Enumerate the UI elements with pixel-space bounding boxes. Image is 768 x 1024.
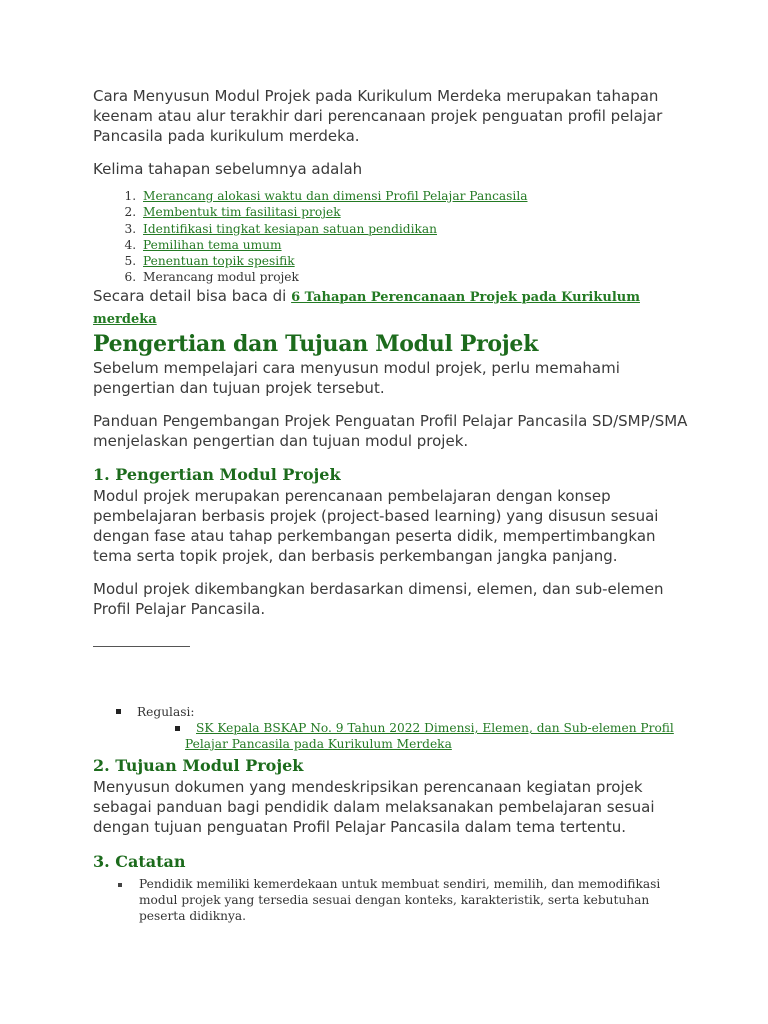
bullet-icon	[118, 883, 122, 887]
detail-line	[93, 286, 693, 330]
regulasi-label: Regulasi:	[137, 704, 195, 719]
list-item[interactable]	[93, 720, 693, 753]
detail-prefix: Secara detail bisa baca di	[93, 286, 292, 305]
bullet-icon	[116, 709, 121, 714]
document-page	[93, 86, 693, 925]
steps-lead-text: Kelima tahapan sebelumnya adalah	[93, 160, 363, 178]
list-item	[140, 269, 693, 285]
section-main-paragraph-1: Sebelum mempelajari cara menyusun modul projek, perlu memahami pengertian dan tujuan projek tersebut.	[93, 358, 620, 397]
regulasi-link[interactable]	[175, 720, 693, 753]
regulasi-link-line-2[interactable]: Pelajar Pancasila pada Kurikulum Merdeka	[185, 737, 452, 752]
regulasi-link-line-1[interactable]: SK Kepala BSKAP No. 9 Tahun 2022 Dimensi, Elemen, dan Sub-elemen Profil	[196, 721, 674, 736]
section-main-title: Pengertian dan Tujuan Modul Projek	[93, 330, 539, 357]
regulasi-list	[93, 704, 693, 753]
section-2-paragraph-1: Menyusun dokumen yang mendeskripsikan perencanaan kegiatan projek sebagai panduan bagi pendidik dalam melaksanakan pembelajaran sesuai dengan tujuan penguatan Profil Pelajar Pancasila dalam tema tertentu.	[93, 777, 655, 836]
step-link-4[interactable]: Pemilihan tema umum	[143, 237, 282, 252]
list-item[interactable]	[140, 221, 693, 237]
section-1-paragraph-2: Modul projek dikembangkan berdasarkan dimensi, elemen, dan sub-elemen Profil Pelajar Pancasila.	[93, 579, 664, 618]
section-1-title: 1. Pengertian Modul Projek	[93, 464, 341, 484]
section-1-paragraph-1: Modul projek merupakan perencanaan pembelajaran dengan konsep pembelajaran berbasis projek (project-based learning) yang disusun sesuai dengan fase atau tahap perkembangan peserta didik, mempertimbangkan tema serta topik projek, dan berbasis perkembangan jangka panjang.	[93, 486, 659, 565]
steps-list	[93, 188, 693, 286]
section-3-title: 3. Catatan	[93, 851, 186, 871]
list-item[interactable]	[140, 204, 693, 220]
bullet-icon	[175, 726, 180, 731]
step-link-3[interactable]: Identifikasi tingkat kesiapan satuan pendidikan	[143, 221, 437, 236]
detail-link[interactable]: 6 Tahapan Perencanaan Projek pada Kurikulum merdeka	[93, 289, 640, 327]
list-item[interactable]	[140, 253, 693, 269]
step-text-6: Merancang modul projek	[143, 270, 299, 285]
section-main-paragraph-2: Panduan Pengembangan Projek Penguatan Profil Pelajar Pancasila SD/SMP/SMA menjelaskan pengertian dan tujuan modul projek.	[93, 411, 688, 450]
section-3-note: Pendidik memiliki kemerdekaan untuk membuat sendiri, memilih, dan memodifikasi modul projek yang tersedia sesuai dengan konteks, karakteristik, serta kebutuhan peserta didiknya.	[139, 876, 661, 924]
step-link-2[interactable]: Membentuk tim fasilitasi projek	[143, 205, 341, 220]
step-link-5[interactable]: Penentuan topik spesifik	[143, 254, 295, 269]
step-link-1[interactable]: Merancang alokasi waktu dan dimensi Profil Pelajar Pancasila	[143, 189, 528, 203]
list-item	[93, 704, 693, 720]
intro-paragraph: Cara Menyusun Modul Projek pada Kurikulum Merdeka merupakan tahapan keenam atau alur terakhir dari perencanaan projek penguatan profil pelajar Pancasila pada kurikulum merdeka.	[93, 87, 663, 145]
section-2-title: 2. Tujuan Modul Projek	[93, 755, 304, 775]
list-item[interactable]	[140, 188, 693, 204]
list-item[interactable]	[140, 237, 693, 253]
divider	[93, 646, 190, 647]
list-item	[93, 876, 693, 925]
